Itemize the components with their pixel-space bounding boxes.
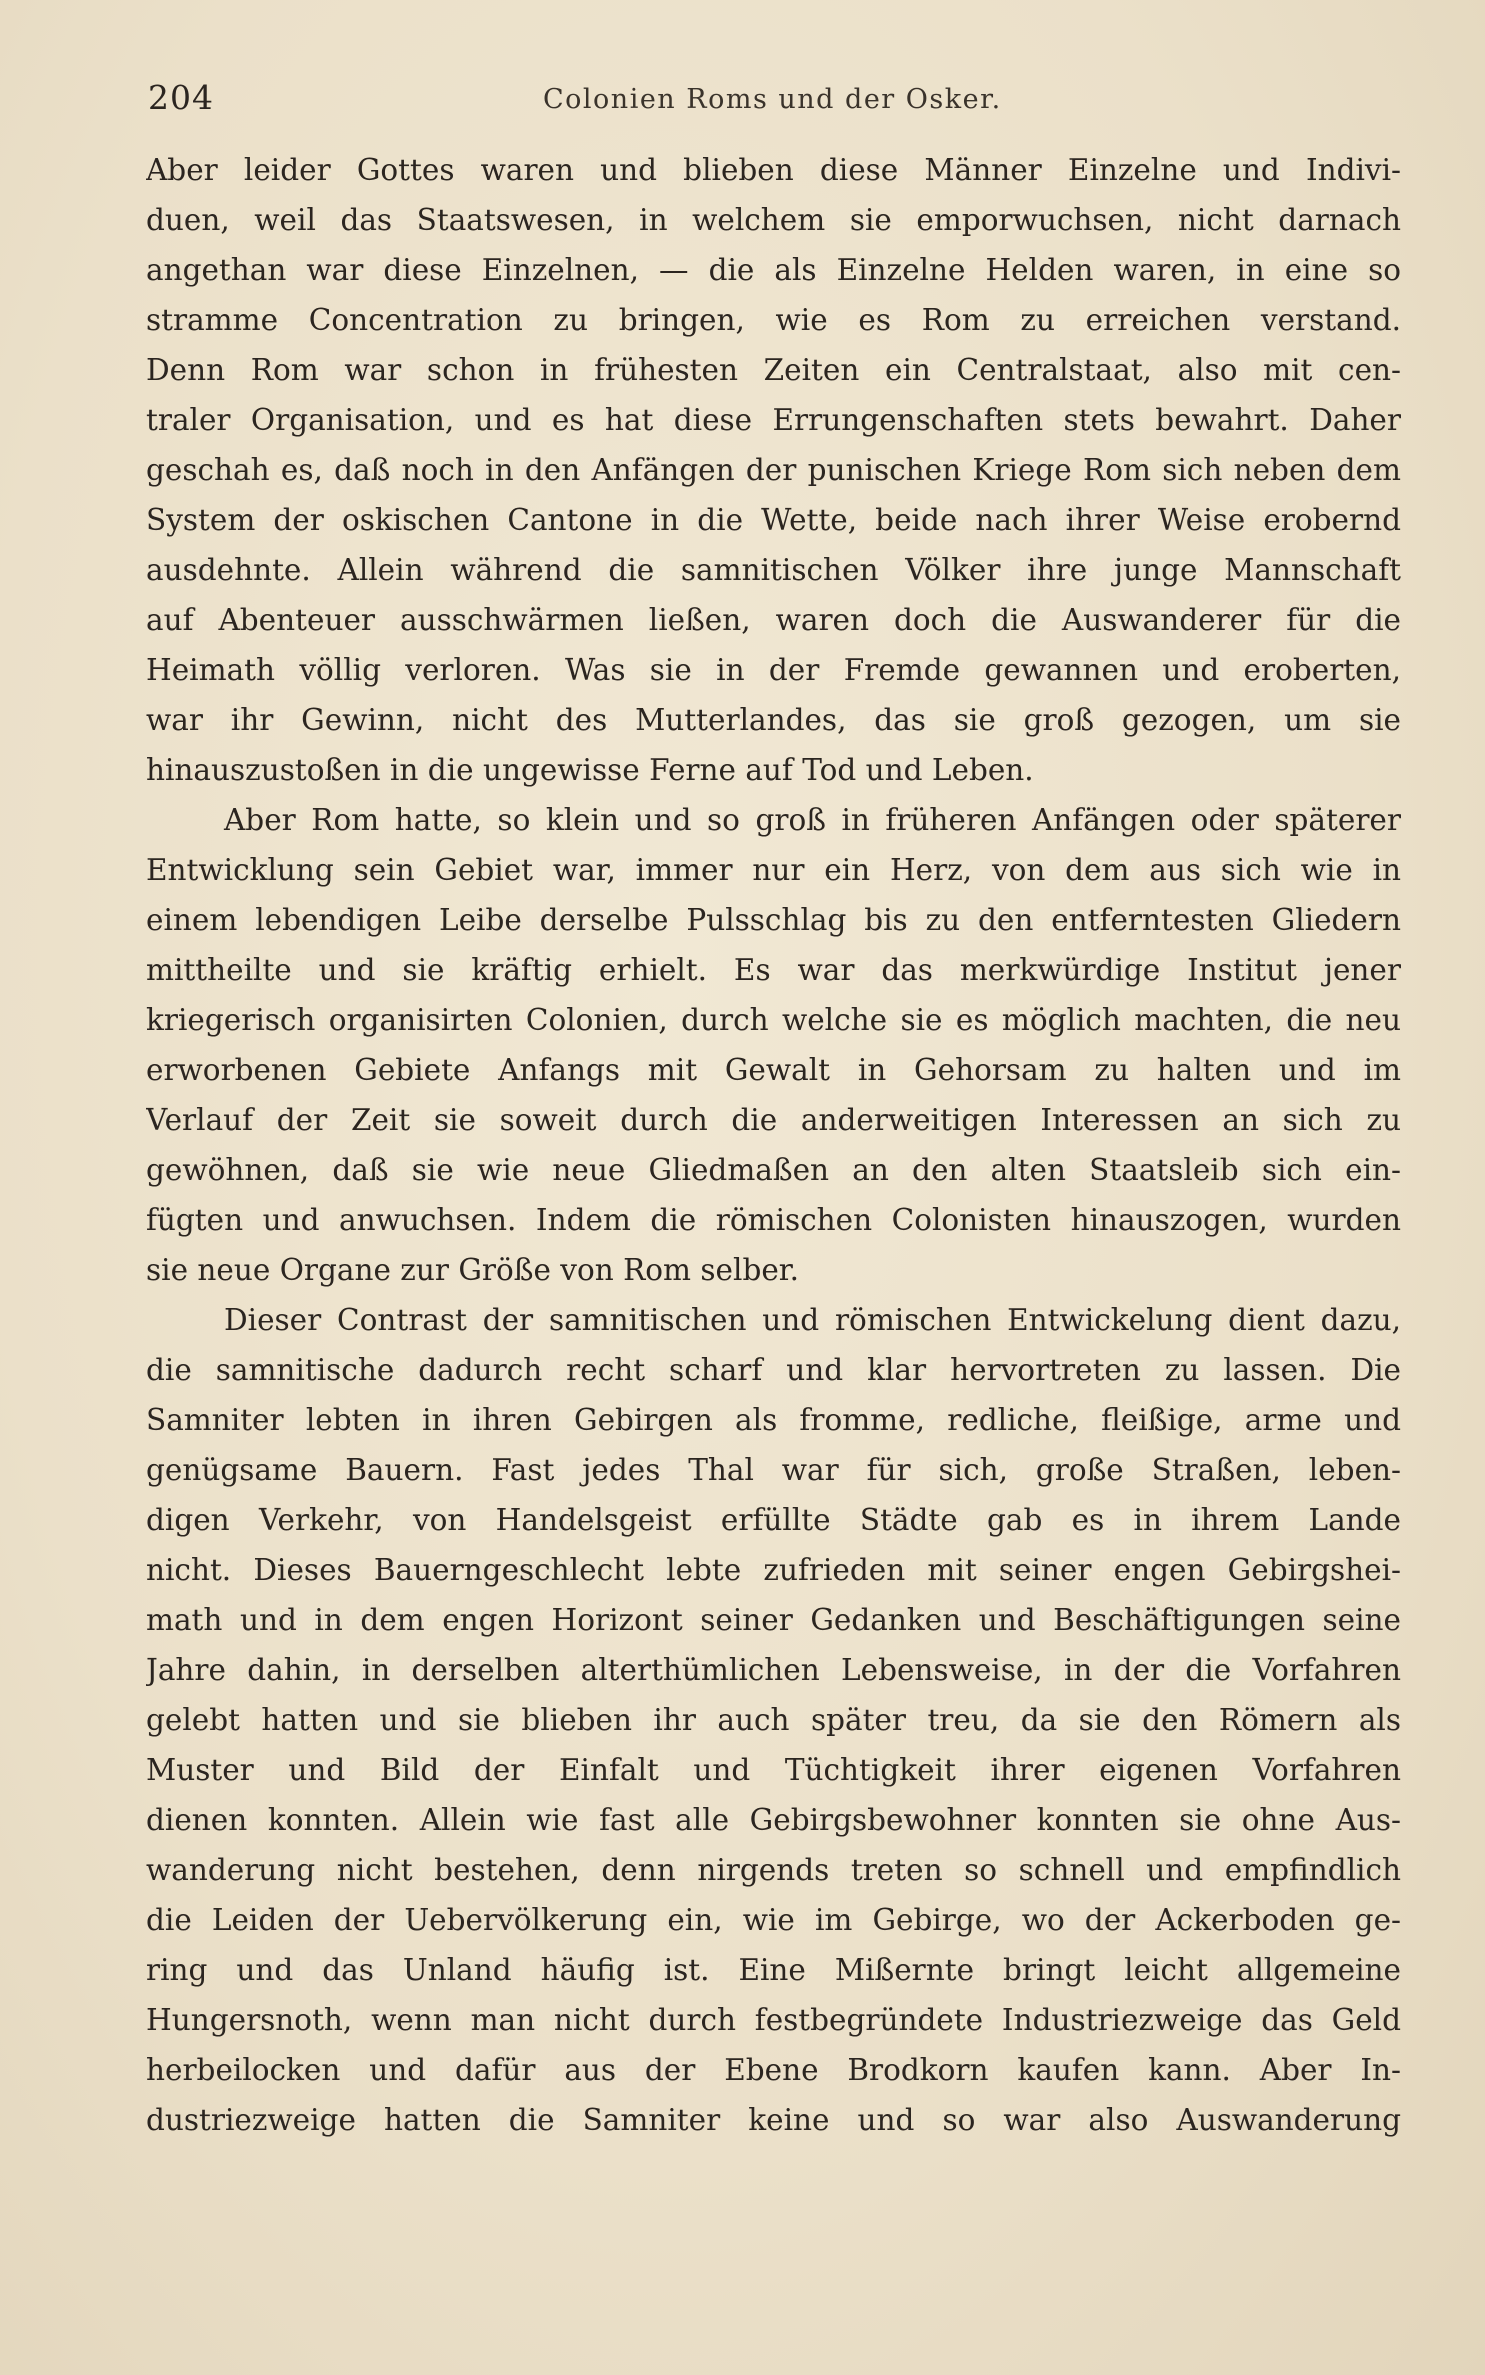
- text-line: mittheilte und sie kräftig erhielt. Es war das merkwürdige Institut jener: [146, 953, 1401, 987]
- text-line: geschah es, daß noch in den Anfängen der punischen Kriege Rom sich neben dem: [146, 453, 1401, 487]
- text-line: stramme Concentration zu bringen, wie es Rom zu erreichen verstand.: [146, 303, 1401, 337]
- paragraph-first-line: Dieser Contrast der samnitischen und römischen Entwickelung dient dazu,: [224, 1303, 1401, 1337]
- text-line: Heimath völlig verloren. Was sie in der Fremde gewannen und eroberten,: [146, 653, 1401, 687]
- running-head: Colonien Roms und der Osker.: [543, 84, 1002, 115]
- text-line: math und in dem engen Horizont seiner Gedanken und Beschäftigungen seine: [146, 1603, 1401, 1637]
- text-line: Aber leider Gottes waren und blieben diese Männer Einzelne und Indivi-: [146, 153, 1401, 187]
- text-line: Muster und Bild der Einfalt und Tüchtigkeit ihrer eigenen Vorfahren: [146, 1753, 1401, 1787]
- text-line: gewöhnen, daß sie wie neue Gliedmaßen an den alten Staatsleib sich ein-: [146, 1153, 1401, 1187]
- text-line: Hungersnoth, wenn man nicht durch festbegründete Industriezweige das Geld: [146, 2003, 1401, 2037]
- text-line: auf Abenteuer ausschwärmen ließen, waren doch die Auswanderer für die: [146, 603, 1401, 637]
- body-text: [146, 145, 1401, 2145]
- text-line: dienen konnten. Allein wie fast alle Gebirgsbewohner konnten sie ohne Aus-: [146, 1803, 1401, 1837]
- text-line: nicht. Dieses Bauerngeschlecht lebte zufrieden mit seiner engen Gebirgshei-: [146, 1553, 1401, 1587]
- paragraph-first-line: Aber Rom hatte, so klein und so groß in früheren Anfängen oder späterer: [224, 803, 1401, 837]
- text-line: die samnitische dadurch recht scharf und klar hervortreten zu lassen. Die: [146, 1353, 1401, 1387]
- text-line: dustriezweige hatten die Samniter keine und so war also Auswanderung: [146, 2103, 1401, 2137]
- text-line: die Leiden der Uebervölkerung ein, wie im Gebirge, wo der Ackerboden ge-: [146, 1903, 1401, 1937]
- text-line: ausdehnte. Allein während die samnitischen Völker ihre junge Mannschaft: [146, 553, 1401, 587]
- text-line: angethan war diese Einzelnen, — die als Einzelne Helden waren, in eine so: [146, 253, 1401, 287]
- text-line: Denn Rom war schon in frühesten Zeiten ein Centralstaat, also mit cen-: [146, 353, 1401, 387]
- text-line: digen Verkehr, von Handelsgeist erfüllte Städte gab es in ihrem Lande: [146, 1503, 1401, 1537]
- page-header: [148, 78, 1398, 134]
- text-line: war ihr Gewinn, nicht des Mutterlandes, das sie groß gezogen, um sie: [146, 703, 1401, 737]
- text-line: sie neue Organe zur Größe von Rom selber.: [146, 1253, 800, 1287]
- text-line: ring und das Unland häufig ist. Eine Mißernte bringt leicht allgemeine: [146, 1953, 1401, 1987]
- text-line: kriegerisch organisirten Colonien, durch welche sie es möglich machten, die neu: [146, 1003, 1401, 1037]
- text-line: genügsame Bauern. Fast jedes Thal war für sich, große Straßen, leben-: [146, 1453, 1401, 1487]
- text-line: Jahre dahin, in derselben alterthümlichen Lebensweise, in der die Vorfahren: [146, 1653, 1401, 1687]
- text-line: System der oskischen Cantone in die Wette, beide nach ihrer Weise erobernd: [146, 503, 1401, 537]
- text-line: herbeilocken und dafür aus der Ebene Brodkorn kaufen kann. Aber In-: [146, 2053, 1401, 2087]
- text-line: erworbenen Gebiete Anfangs mit Gewalt in Gehorsam zu halten und im: [146, 1053, 1401, 1087]
- text-line: traler Organisation, und es hat diese Errungenschaften stets bewahrt. Daher: [146, 403, 1401, 437]
- page-number: 204: [148, 78, 214, 117]
- text-line: Verlauf der Zeit sie soweit durch die anderweitigen Interessen an sich zu: [146, 1103, 1401, 1137]
- text-line: Entwicklung sein Gebiet war, immer nur ein Herz, von dem aus sich wie in: [146, 853, 1401, 887]
- text-line: Samniter lebten in ihren Gebirgen als fromme, redliche, fleißige, arme und: [146, 1403, 1401, 1437]
- text-line: fügten und anwuchsen. Indem die römischen Colonisten hinauszogen, wurden: [146, 1203, 1401, 1237]
- text-line: wanderung nicht bestehen, denn nirgends treten so schnell und empfindlich: [146, 1853, 1401, 1887]
- text-line: einem lebendigen Leibe derselbe Pulsschlag bis zu den entferntesten Gliedern: [146, 903, 1401, 937]
- text-line: duen, weil das Staatswesen, in welchem sie emporwuchsen, nicht darnach: [146, 203, 1401, 237]
- text-line: gelebt hatten und sie blieben ihr auch später treu, da sie den Römern als: [146, 1703, 1401, 1737]
- text-line: hinauszustoßen in die ungewisse Ferne auf Tod und Leben.: [146, 753, 1034, 787]
